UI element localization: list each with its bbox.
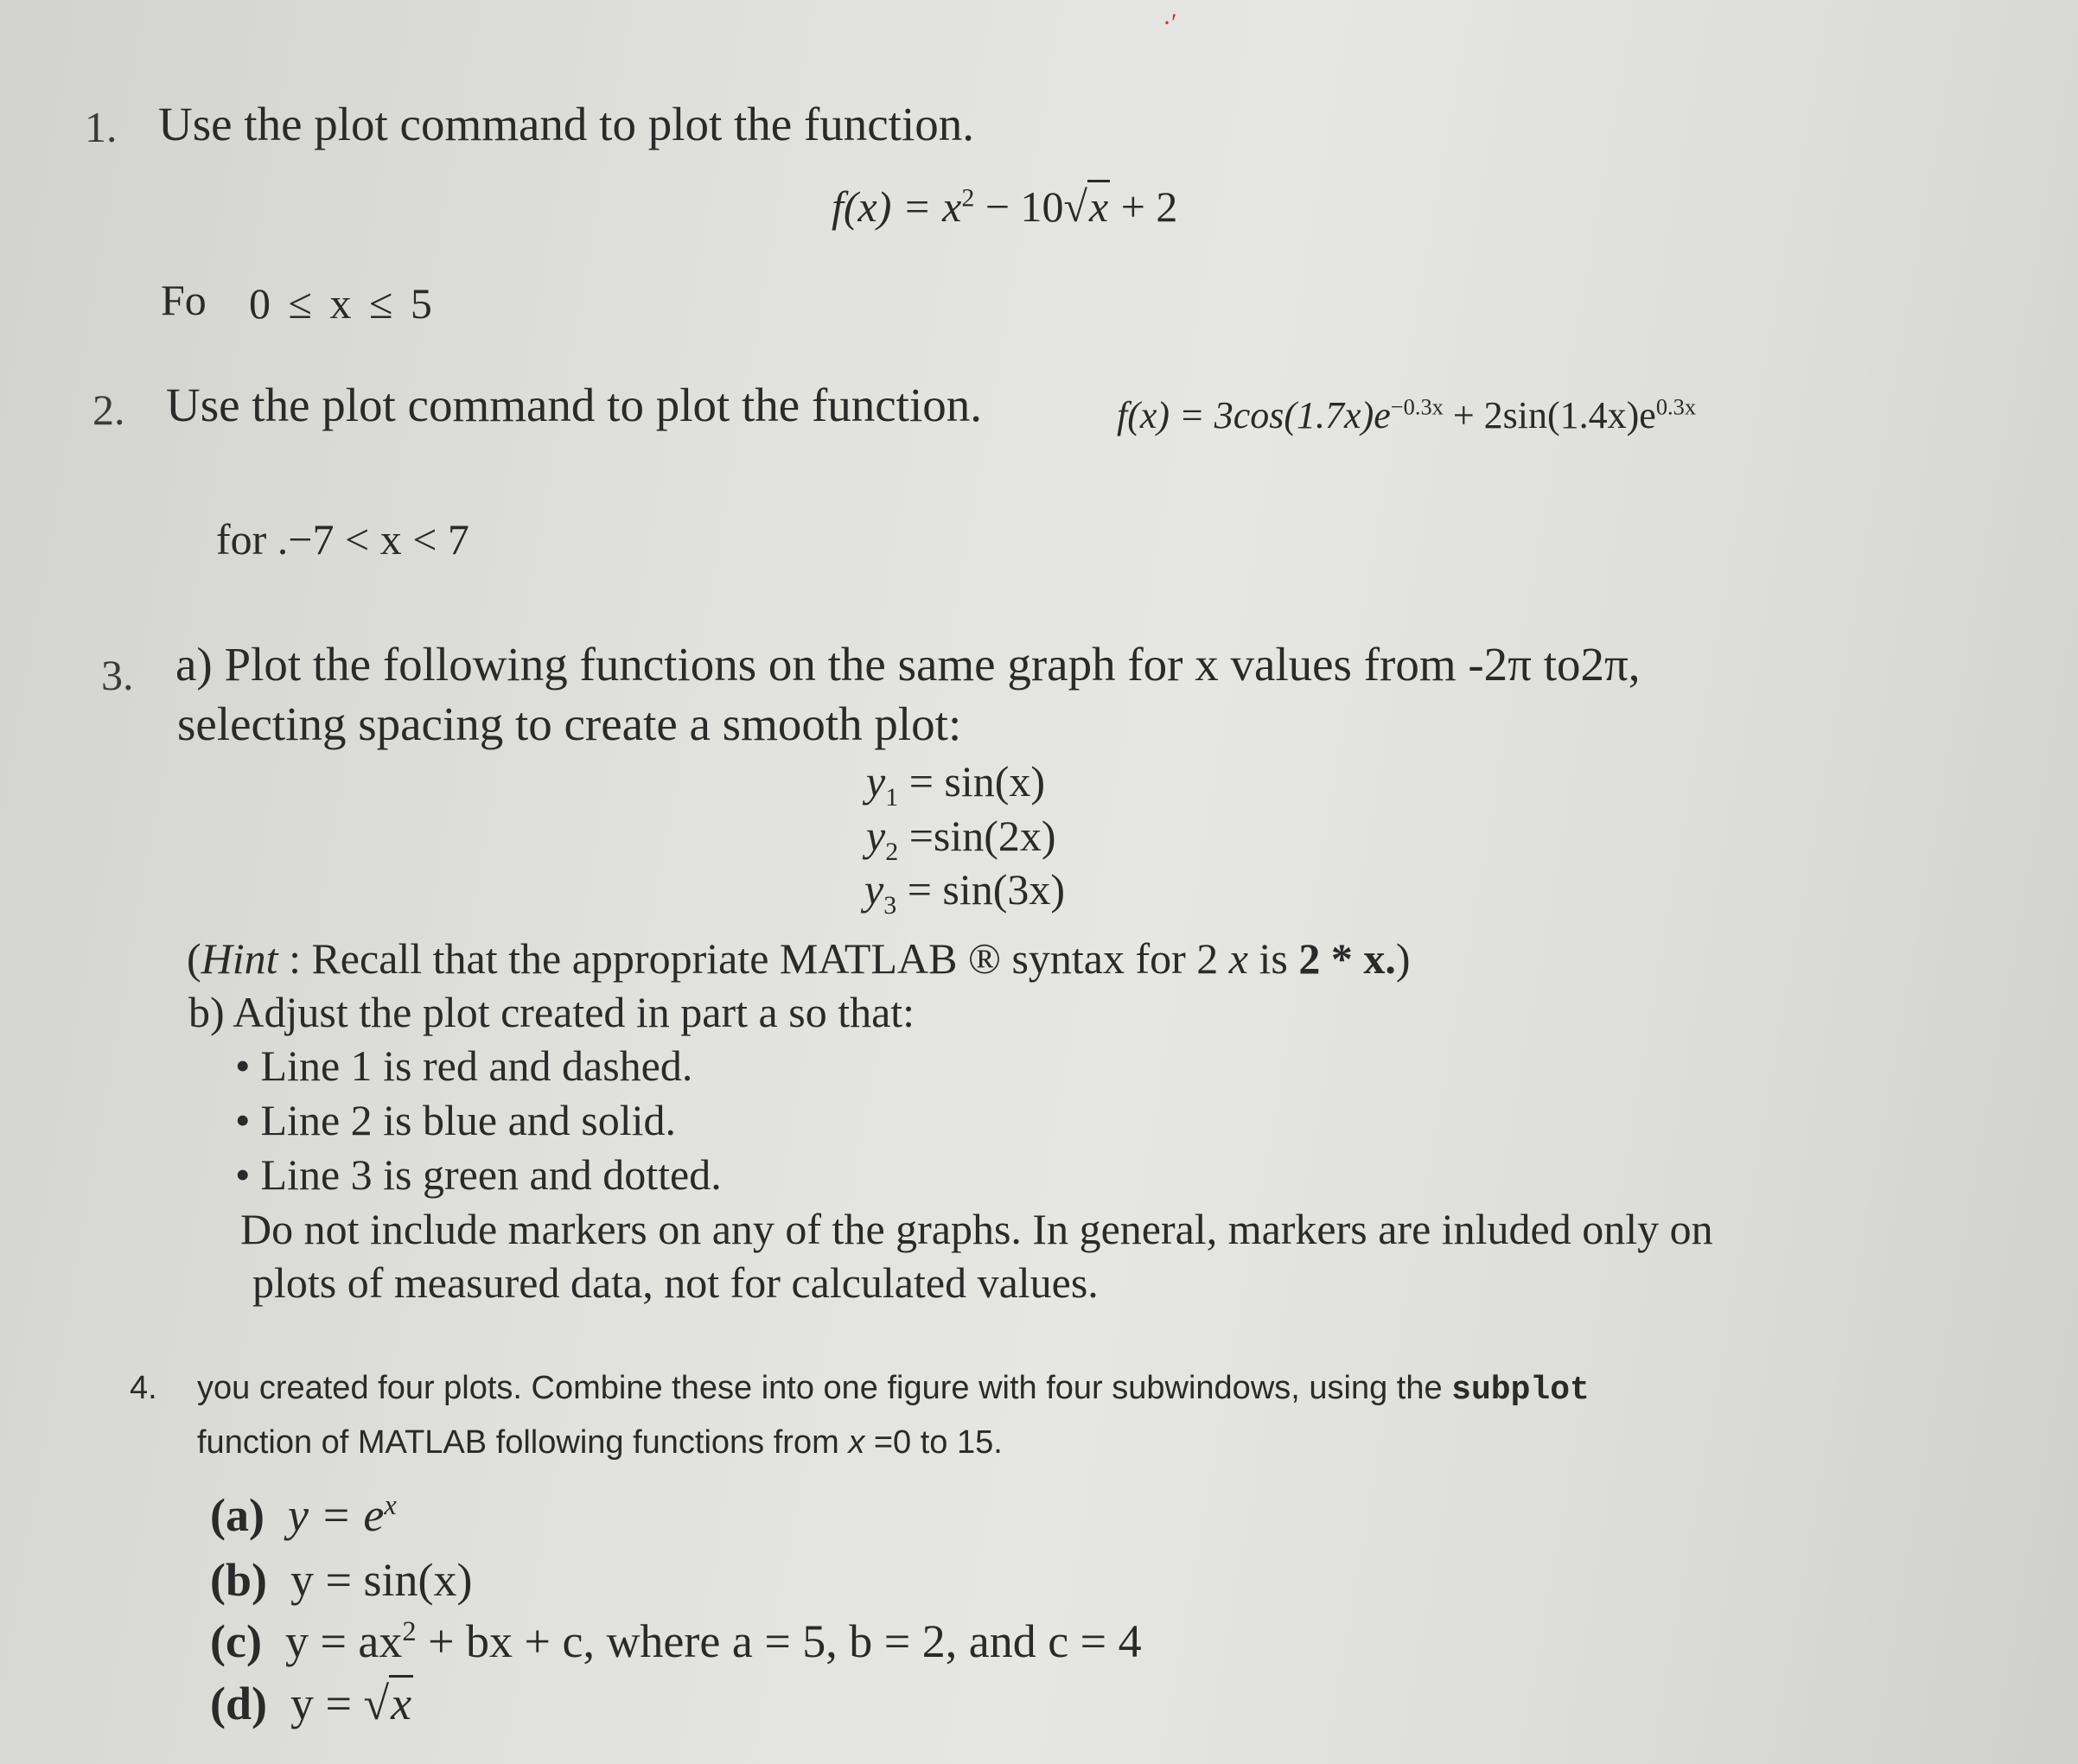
q3-bullet-2: • Line 2 is blue and solid. — [235, 1095, 676, 1145]
q1-equation — [832, 181, 1177, 232]
q4-item-d — [210, 1677, 413, 1730]
eq1-sign: = — [898, 757, 945, 806]
q4-line2-tail: =0 to 15. — [864, 1424, 1003, 1461]
q3-note-2: plots of measured data, not for calculated values. — [252, 1258, 1099, 1307]
q3-line2: selecting spacing to create a smooth plot: — [177, 697, 962, 750]
item-eq-b: + bx + c, where a = 5, b = 2, and c = 4 — [416, 1615, 1142, 1667]
q4-number: 4. — [130, 1370, 157, 1406]
y1-sub: 1 — [885, 783, 899, 812]
y-label: y — [864, 865, 884, 914]
y3-sub: 3 — [883, 891, 897, 920]
y1-value: sin(x) — [944, 757, 1046, 806]
item-label: (a) — [210, 1489, 265, 1541]
q3-b-line: b) Adjust the plot created in part a so that: — [188, 988, 915, 1036]
y2-sub: 2 — [885, 837, 899, 866]
hint-word: Hint — [201, 934, 278, 983]
q2-eq-b: + 2sin(1.4x)e — [1443, 394, 1656, 436]
q2-equation — [1117, 393, 1696, 437]
q2-range: for .−7 < x < 7 — [216, 515, 469, 564]
q4-line2 — [197, 1424, 1003, 1462]
sqrt-symbol: √ — [1063, 182, 1087, 231]
q2-exp-a: −0.3x — [1390, 393, 1444, 420]
q1-range: 0 ≤ x ≤ 5 — [249, 279, 436, 328]
eq3-sign: = — [896, 865, 943, 914]
q4-item-b — [210, 1553, 472, 1607]
hint-open: ( — [187, 934, 201, 983]
y2-value: sin(2x) — [933, 812, 1056, 860]
q1-eq-tail: + 2 — [1110, 182, 1178, 231]
y-label: y — [866, 812, 886, 860]
hint-code: 2 * x. — [1298, 934, 1396, 983]
hint-is: is — [1248, 934, 1299, 983]
q2-text: Use the plot command to plot the function. — [166, 379, 982, 431]
item-eq-a: y = ax — [284, 1615, 403, 1667]
q4-code: subplot — [1451, 1372, 1590, 1409]
q1-range-label: Fo — [161, 276, 207, 324]
item-eq: y = — [290, 1678, 364, 1729]
q2-eq-a: f(x) = 3cos(1.7x)e — [1117, 394, 1391, 436]
sqrt-symbol: √ — [363, 1678, 390, 1729]
q3-y2 — [866, 811, 1056, 867]
q4-item-c — [210, 1614, 1142, 1668]
item-eq: y = sin(x) — [290, 1554, 473, 1606]
q4-line1-text: you created four plots. Combine these into one figure with four subwindows, using the — [197, 1370, 1452, 1406]
item-sup: x — [384, 1490, 397, 1521]
item-label: (b) — [210, 1554, 267, 1606]
q3-line1: a) Plot the following functions on the same graph for x values from -2π to2π, — [175, 638, 1641, 691]
q4-line1 — [197, 1370, 1590, 1409]
item-eq: y = e — [287, 1489, 385, 1541]
pen-mark: ·′ — [1163, 9, 1177, 37]
item-sup: 2 — [402, 1616, 417, 1647]
q1-number: 1. — [85, 103, 118, 151]
q3-note-1: Do not include markers on any of the graphs. In general, markers are inluded only on — [240, 1205, 1713, 1253]
item-label: (d) — [210, 1678, 267, 1729]
eq2-sign: = — [898, 812, 934, 860]
item-radicand: x — [389, 1675, 413, 1729]
q1-eq-mid: − 10 — [974, 182, 1064, 231]
item-label: (c) — [210, 1615, 262, 1667]
hint-x: x — [1228, 934, 1248, 983]
q4-line2-x: x — [848, 1424, 865, 1461]
hint-close: ) — [1395, 934, 1411, 983]
q3-bullet-3: • Line 3 is green and dotted. — [235, 1149, 722, 1200]
q1-eq-exp: 2 — [961, 183, 975, 213]
hint-text: : Recall that the appropriate MATLAB ® syntax for 2 — [277, 934, 1229, 983]
q3-y1 — [866, 756, 1045, 812]
q3-number: 3. — [101, 651, 134, 699]
q2-exp-b: 0.3x — [1655, 393, 1697, 420]
q3-y3 — [864, 864, 1065, 920]
q3-hint — [187, 933, 1411, 984]
q4-item-a — [210, 1488, 397, 1542]
y3-value: sin(3x) — [942, 865, 1066, 914]
q2-number: 2. — [92, 385, 125, 434]
q4-line2-text: function of MATLAB following functions from — [197, 1424, 849, 1461]
y-label: y — [866, 757, 886, 806]
q1-text: Use the plot command to plot the function. — [158, 98, 974, 150]
q1-eq-lhs: f(x) = x — [832, 182, 962, 231]
q3-bullet-1: • Line 1 is red and dashed. — [235, 1041, 692, 1091]
q1-eq-radicand: x — [1087, 180, 1110, 231]
